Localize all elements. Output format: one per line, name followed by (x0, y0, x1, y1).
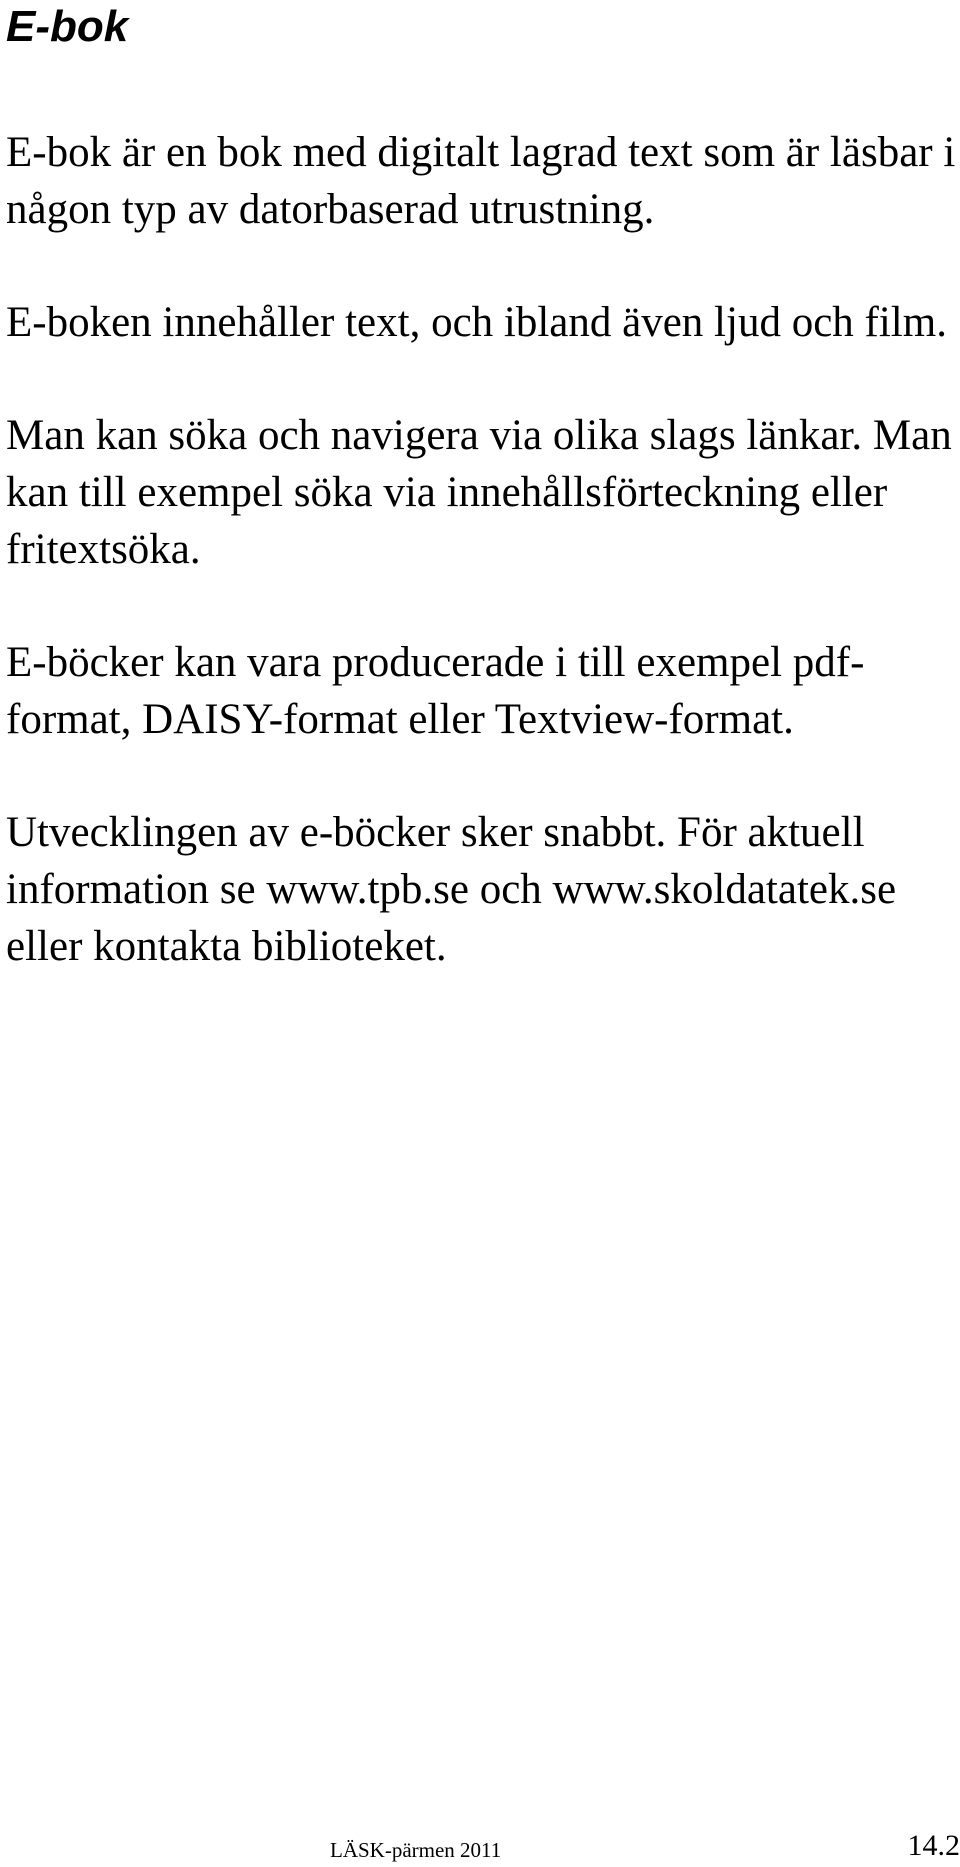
paragraph-ebook-definition: E-bok är en bok med digitalt lagrad text som är läsbar i någon typ av datorbaserad utrustning. (6, 129, 956, 233)
page-number: 14.2 (907, 1829, 960, 1862)
footer-label: LÄSK-pärmen 2011 (330, 1838, 502, 1862)
paragraph-development: Utvecklingen av e-böcker sker snabbt. För aktuell information se www.tpb.se och www.skoldatatek.se eller kontakta biblioteket. (6, 809, 897, 970)
page-footer (0, 1830, 960, 1862)
paragraph-ebook-contents: E-boken innehåller text, och ibland även ljud och film. (6, 299, 947, 346)
paragraph-formats: E-böcker kan vara producerade i till exempel pdf-format, DAISY-format eller Textview-format. (6, 639, 865, 743)
document-body (6, 124, 956, 1031)
paragraph-navigation: Man kan söka och navigera via olika slags länkar. Man kan till exempel söka via innehållsförteckning eller fritextsöka. (6, 412, 952, 573)
page-title: E-bok (6, 2, 129, 51)
